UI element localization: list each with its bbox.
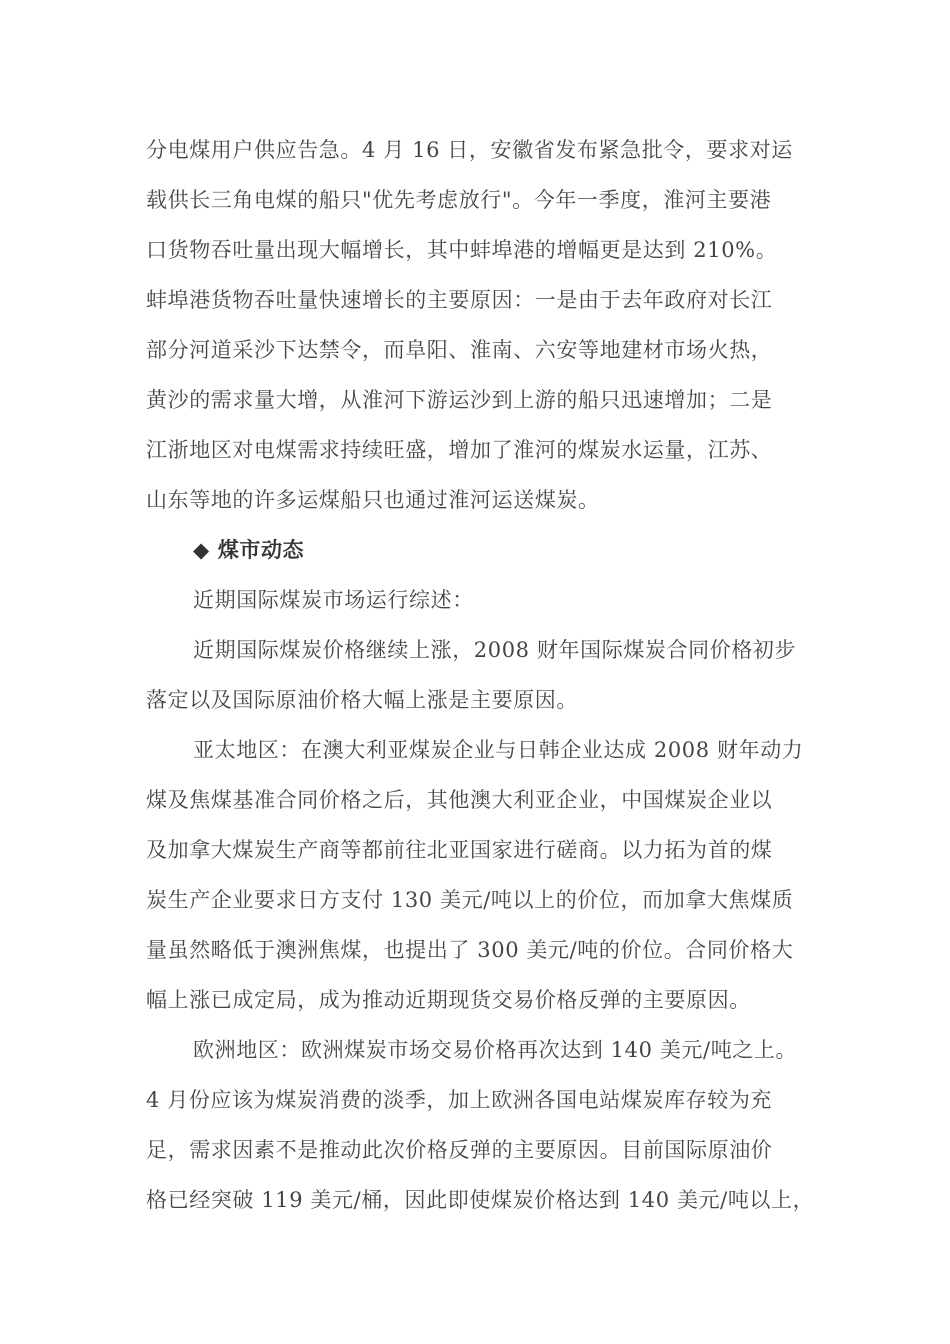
- text-line: 黄沙的需求量大增，从淮河下游运沙到上游的船只迅速增加；二是: [146, 388, 773, 412]
- text-line: 近期国际煤炭价格继续上涨，2008 财年国际煤炭合同价格初步: [193, 638, 797, 662]
- text-line: 及加拿大煤炭生产商等都前往北亚国家进行磋商。以力拓为首的煤: [146, 838, 773, 862]
- text-line: 亚太地区：在澳大利亚煤炭企业与日韩企业达成 2008 财年动力: [193, 738, 804, 762]
- text-line: 口货物吞吐量出现大幅增长，其中蚌埠港的增幅更是达到 210%。: [146, 238, 778, 262]
- text-line: 蚌埠港货物吞吐量快速增长的主要原因：一是由于去年政府对长江: [146, 288, 773, 312]
- text-line: 量虽然略低于澳洲焦煤，也提出了 300 美元/吨的价位。合同价格大: [146, 938, 794, 962]
- text-line: 4 月份应该为煤炭消费的淡季，加上欧洲各国电站煤炭库存较为充: [146, 1088, 773, 1112]
- text-line: 山东等地的许多运煤船只也通过淮河运送煤炭。: [146, 488, 600, 512]
- text-line: 欧洲地区：欧洲煤炭市场交易价格再次达到 140 美元/吨之上。: [193, 1038, 798, 1062]
- text-line: 江浙地区对电煤需求持续旺盛，增加了淮河的煤炭水运量，江苏、: [146, 438, 773, 462]
- section-heading: [193, 532, 913, 568]
- text-line: 分电煤用户供应告急。4 月 16 日，安徽省发布紧急批令，要求对运: [146, 138, 793, 162]
- text-line: 炭生产企业要求日方支付 130 美元/吨以上的价位，而加拿大焦煤质: [146, 888, 794, 912]
- text-line: 幅上涨已成定局，成为推动近期现货交易价格反弹的主要原因。: [146, 988, 751, 1012]
- section-heading-text: 煤市动态: [217, 537, 305, 562]
- subheading-line: 近期国际煤炭市场运行综述：: [193, 588, 474, 612]
- text-line: 足，需求因素不是推动此次价格反弹的主要原因。目前国际原油价: [146, 1138, 773, 1162]
- text-line: 煤及焦煤基准合同价格之后，其他澳大利亚企业，中国煤炭企业以: [146, 788, 773, 812]
- text-line: 落定以及国际原油价格大幅上涨是主要原因。: [146, 688, 578, 712]
- text-line: 载供长三角电煤的船只"优先考虑放行"。今年一季度，淮河主要港: [146, 188, 772, 212]
- diamond-bullet-icon: ◆: [193, 537, 210, 562]
- text-line: 格已经突破 119 美元/桶，因此即使煤炭价格达到 140 美元/吨以上，: [146, 1188, 815, 1212]
- text-line: 部分河道采沙下达禁令，而阜阳、淮南、六安等地建材市场火热，: [146, 338, 773, 362]
